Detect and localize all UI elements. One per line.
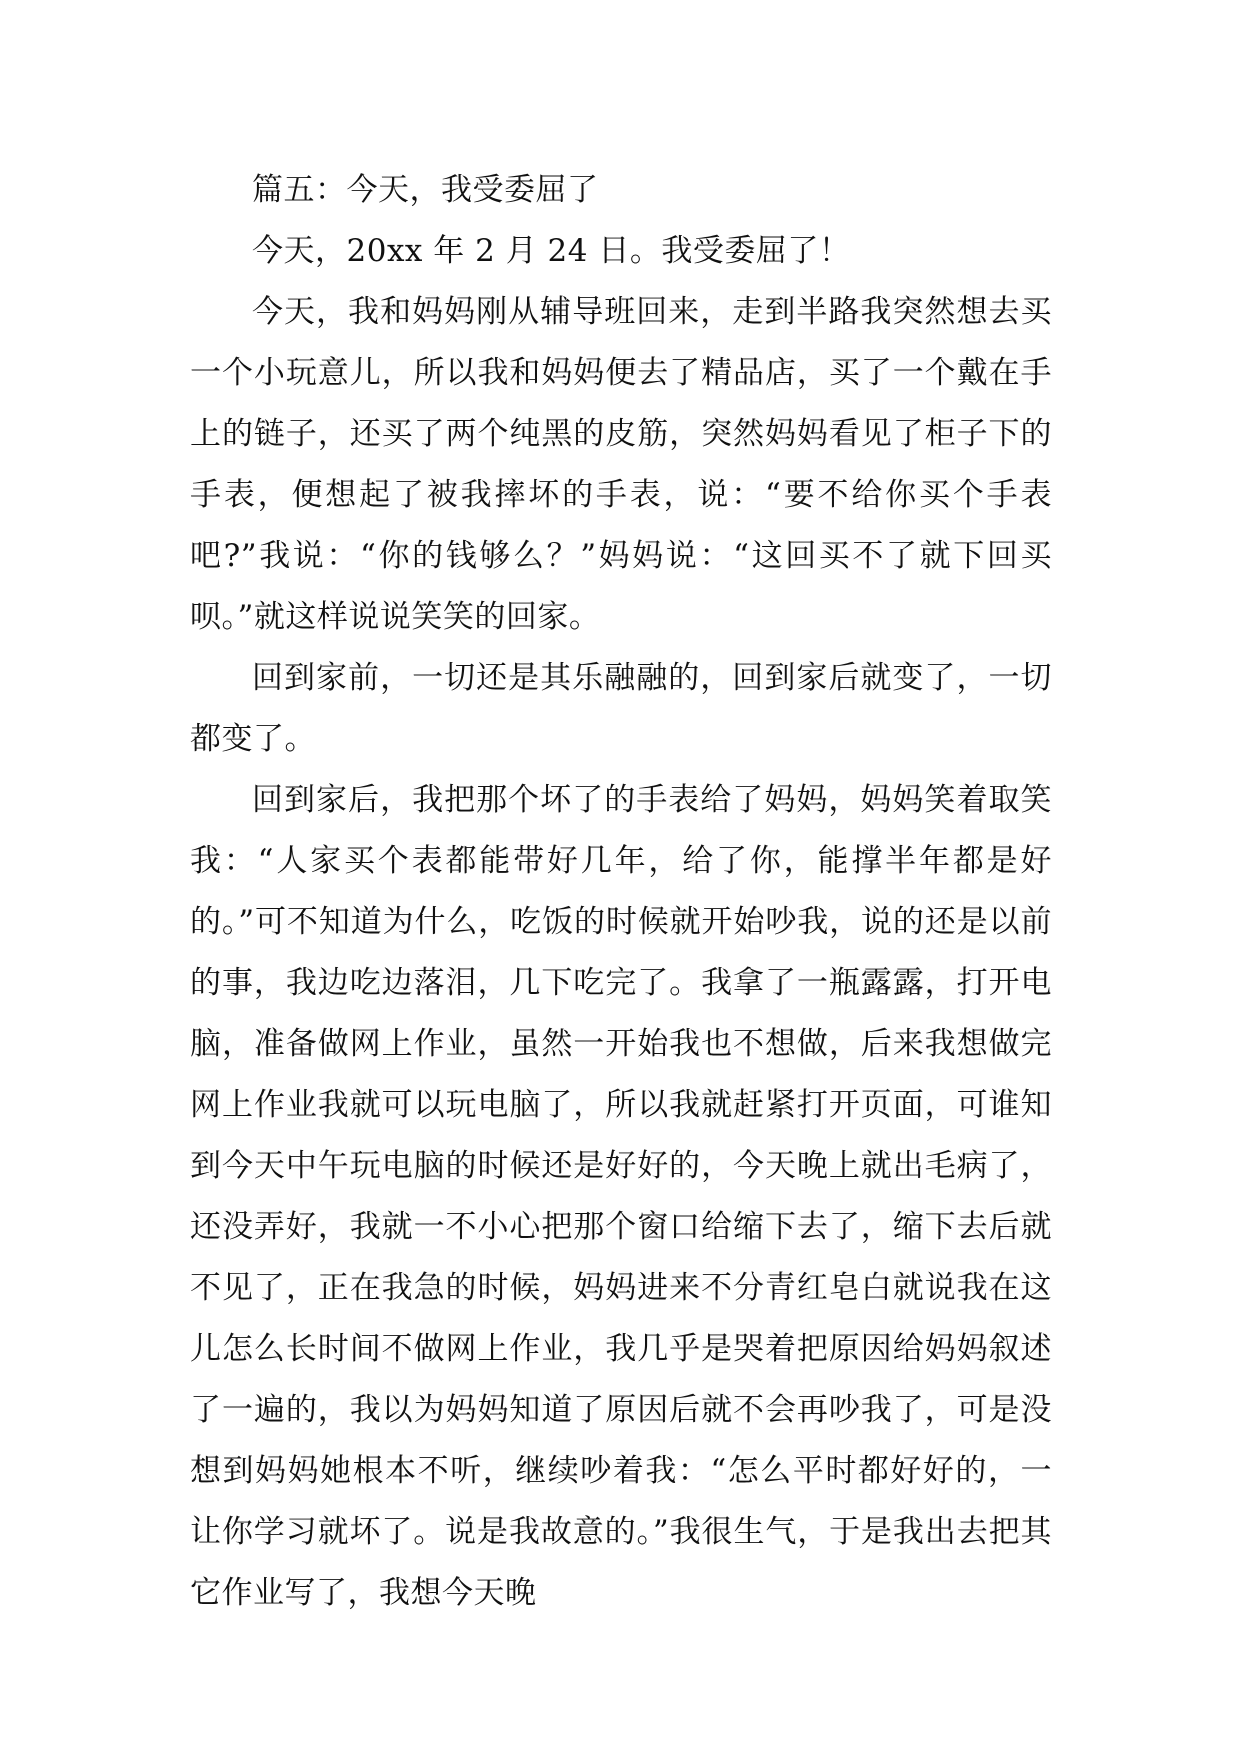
paragraph-shopping: 今天，我和妈妈刚从辅导班回来，走到半路我突然想去买一个小玩意儿，所以我和妈妈便去了精品店，买了一个戴在手上的链子，还买了两个纯黑的皮筋，突然妈妈看见了柜子下的手表，便想起了被我摔坏的手表，说：“要不给你买个手表吧?”我说：“你的钱够么？”妈妈说：“这回买不了就下回买呗。”就这样说说笑笑的回家。	[190, 294, 1052, 635]
paragraph-scolded: 回到家后，我把那个坏了的手表给了妈妈，妈妈笑着取笑我：“人家买个表都能带好几年，给了你，能撑半年都是好的。”可不知道为什么，吃饭的时候就开始吵我，说的还是以前的事，我边吃边落泪，几下吃完了。我拿了一瓶露露，打开电脑，准备做网上作业，虽然一开始我也不想做，后来我想做完网上作业我就可以玩电脑了，所以我就赶紧打开页面，可谁知到今天中午玩电脑的时候还是好好的，今天晚上就出毛病了，还没弄好，我就一不小心把那个窗口给缩下去了，缩下去后就不见了，正在我急的时候，妈妈进来不分青红皂白就说我在这儿怎么长时间不做网上作业，我几乎是哭着把原因给妈妈叙述了一遍的，我以为妈妈知道了原因后就不会再吵我了，可是没想到妈妈她根本不听，继续吵着我：“怎么平时都好好的，一让你学习就坏了。说是我故意的。”我很生气，于是我出去把其它作业写了，我想今天晚	[190, 782, 1052, 1611]
document-body	[190, 160, 1052, 1624]
document-title: 篇五：今天，我受委屈了	[252, 172, 599, 208]
paragraph-home-change: 回到家前，一切还是其乐融融的，回到家后就变了，一切都变了。	[190, 660, 1052, 757]
paragraph-date: 今天，20xx 年 2 月 24 日。我受委屈了！	[252, 233, 851, 269]
